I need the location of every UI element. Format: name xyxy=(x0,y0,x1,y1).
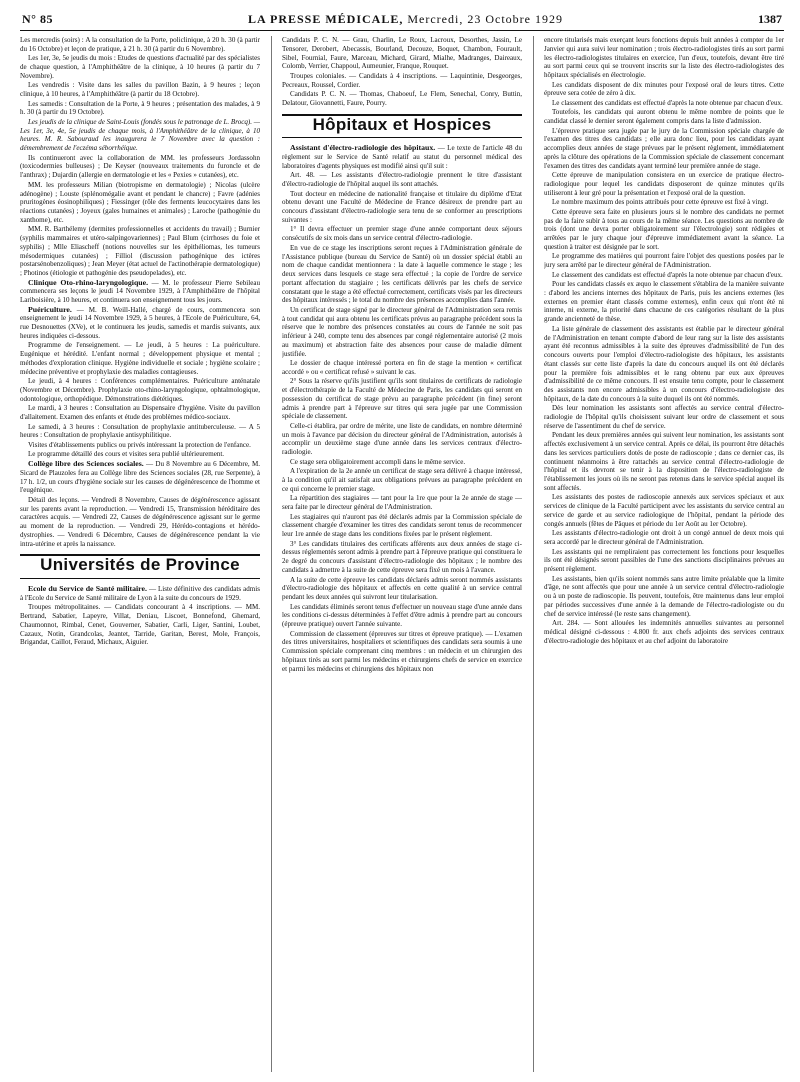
paragraph: Commission de classement (épreuves sur titres et épreuve pratique). — L'examen des titres universitaires, hospitaliers et scientifiques des candidats sera soumis à une Commission spéciale comprenant cinq membres : un médecin et un chirurgien des hôpitaux tirés au sort parmi les médecins et chirurgiens chefs de service en exercice et parmi les médecins et chirurgiens des hôpitaux non xyxy=(282,629,522,673)
paragraph: encore titularisés mais exerçant leurs fonctions depuis huit années à compter du 1er Janvier qui aura suivi leur nomination ; trois électro-radiologistes tirés au sort parmi les électro-radiologistes titulaires en exercice, l'un d'eux, toutefois, devant être tiré au sort parmi ceux qui se trouvent inscrits sur la liste des électro-radiologistes des hôpitaux spécialisés en électrologie. xyxy=(544,36,784,79)
paragraph: Détail des leçons. — Vendredi 8 Novembre, Causes de dégénérescence agissant sur les parents avant la reproduction. — Vendredi 15, Transmission héréditaire des caractères acquis. — Vendredi 22, Causes de dégénérescence agissant sur le germe au moment de la reproduction. — Vendredi 29, Hérédo-contagions et hérédo-dystrophies. — Vendredi 6 Décembre, Causes de dégénérescence pendant la vie intra-utérine et après la naissance. xyxy=(20,495,260,548)
paragraph: Troupes métropolitaines. — Candidats concourant à 4 inscriptions. — MM. Bertrand, Sabatier, Lapeyre, Villat, Deniau, Liscoet, Bonnefond, Ghemard, Chaumonnot, Rimbal, Cenet, Gouverner, Sabatier, Carli, Liger, Santini, Loubet, Cazaux, Notin, Grandcolas, Jeantet, Tarride, Garitan, Berest, Mole, François, Brigandat, Caillot, Feraud, Michaux, Aiguier. xyxy=(20,603,260,647)
paragraph: Les candidats disposent de dix minutes pour l'exposé oral de leurs titres. Cette épreuve sera cotée de zéro à dix. xyxy=(544,80,784,98)
article-heading: Clinique Oto-rhino-laryngologique. xyxy=(28,277,149,287)
masthead xyxy=(248,12,563,27)
paragraph: MM. R. Barthélemy (dermites professionnelles et accidents du travail) ; Burnier (syphilis mammaires et utéro-salpingovariennes) ; Paul Blum (cirrhoses du foie et syphilis) ; Mlle Eliascheff (notions nouvelles sur les épithéliomas, les tumeurs mésodermiques cutanées) ; Filliol (discussion pathogénique des ictères postarsénobenzoliques) ; Jean Meyer (état actuel de l'actinothérapie dermatologique) ; Photinos (étiologie et pathogénie des pseudopelades), etc. xyxy=(20,225,260,278)
paragraph: MM. les professeurs Milian (biotropisme en dermatologie) ; Nicolas (ulcère adénogène) ; Louste (splénomégalie avant et pendant le chancre) ; Favre (adénies pruritogènes éosinophiliques) ; Fiessinger (rôle des ferments leucocytaires dans les réactions cutanées) ; Joyeux (gales humaines et animales) ; Laroche (pathogénie du xanthome), etc. xyxy=(20,180,260,224)
paragraph: Les assistants qui ne rempliraient pas correctement les fonctions pour lesquelles ils ont été désignés seront passibles de l'une des sanctions disciplinaires prévues au présent règlement. xyxy=(544,547,784,573)
article-text: — M. le professeur Pierre Sebileau commencera ses leçons le jeudi 14 Novembre 1929, à l'Amphithéâtre de l'hôpital Lariboisière, à 10 heures, et continuera son enseignement tous les jours. xyxy=(20,278,260,305)
paragraph: Candidats P. C. N. — Thomas, Chaboeuf, Le Flem, Senechal, Conry, Buttin, Delatour, Giovannetti, Faure, Pourry. xyxy=(282,90,522,107)
paragraph: Les stagiaires qui n'auront pas été déclarés admis par la Commission spéciale de classement chargée d'examiner les titres des candidats seront tenus de recommencer leur 1re année de stage dans les conditions fixées par le présent règlement. xyxy=(282,512,522,539)
article-oto xyxy=(20,279,260,305)
paragraph: Art. 284. — Sont allouées les indemnités annuelles suivantes au personnel médical désigné ci-dessous : 4.800 fr. aux chefs adjoints des services centraux d'électro-radiologie des hôpitaux et au chef adjoint du laboratoire xyxy=(544,619,784,645)
paragraph: Le mardi, à 3 heures : Consultation au Dispensaire d'hygiène. Visite du pavillon d'allaitement. Examen des enfants et étude des problèmes médico-sociaux. xyxy=(20,404,260,422)
paragraph: La répartition des stagiaires — tant pour la 1re que pour la 2e année de stage — sera faite par le directeur général de l'Administration. xyxy=(282,494,522,512)
page-number: 1387 xyxy=(758,12,782,26)
article-heading: Puériculture. xyxy=(28,304,72,314)
column-2 xyxy=(282,36,522,1072)
paragraph: Candidats P. C. N. — Grau, Charlin, Le Roux, Lacroux, Desorthes, Jassin, Le Tensorer, Derobert, Abecassis, Bourland, Decouze, Boquet, Chambon, Fourault, Sibel, Fournial, Faure, Marceau, Michard, Girard, Mialhe, Madranges, Daireaux, Colomb, Verrier, Chappoul, Aumeunier, Franque, Rouquet. xyxy=(282,36,522,71)
paragraph: 2° Sous la réserve qu'ils justifient qu'ils sont titulaires de certificats de radiologie et d'électrothérapie de la Faculté de Médecine de Paris, les candidats qui seront en possession du certificat de stage prévu au paragraphe précédent (in fine) seront admis à prendre part à l'épreuve sur titres qui sera jugée par une Commission spéciale de classement. xyxy=(282,377,522,421)
article-heading: Ecole du Service de Santé militaire. xyxy=(28,584,147,594)
columns xyxy=(20,36,784,1072)
masthead-title: LA PRESSE MÉDICALE, xyxy=(247,12,404,26)
paragraph: 3° Les candidats titulaires des certificats afférents aux deux années de stage ci-dessus réglementés seront admis à prendre part à l'épreuve pratique qui constituera le 2e degré du concours d'assistant d'électro-radiologie des hôpitaux ; le nombre des candidats à admettre à la suite de cette épreuve sera fixé un mois à l'avance. xyxy=(282,539,522,574)
page-header xyxy=(20,12,784,31)
paragraph: Ils continueront avec la collaboration de MM. les professeurs Jordassohn (toxicodermies bulleuses) ; De Keyser (nouveaux traitements du furoncle et de l'anthrax) ; Dujardin (allergie en dermatologie et les « Pexies » cutanées), etc. xyxy=(20,153,260,180)
paragraph: Le classement des candidats est effectué d'après la note obtenue par chacun d'eux. xyxy=(552,98,783,107)
paragraph: Tout docteur en médecine de nationalité française et titulaire du diplôme d'Etat obtenu devant une Faculté de Médecine de France désireux de prendre part au concours d'assistant d'électro-radiologie sera tenu de se conformer au prescriptions suivantes : xyxy=(282,189,522,224)
paragraph: Troupes coloniales. — Candidats à 4 inscriptions. — Laquintinie, Desgeorges, Pecreaux, Roussel, Cordier. xyxy=(282,71,522,89)
article-college xyxy=(20,460,260,495)
column-1 xyxy=(20,36,260,1072)
paragraph: Le programme détaillé des cours et visites sera publié ultérieurement. xyxy=(28,450,225,459)
paragraph: A la suite de cette épreuve les candidats déclarés admis seront nommés assistants d'électro-radiologie des hôpitaux et affectés en cette qualité à un service central pendant les deux années qui suivront leur titularisation. xyxy=(282,575,522,601)
paragraph: Un certificat de stage signé par le directeur général de l'Administration sera remis à tout candidat qui aura obtenu les certificats prévus au paragraphe précédent sous la réserve que le nombre des présences constatées au cours de l'année ne soit pas inférieur à 240, compte tenu des absences par congé réglementaire autorisé (2 mois au maximum) et abstraction faite des absences pour cause de maladie dûment justifiée. xyxy=(282,305,522,358)
article-text: — M. B. Weill-Hallé, chargé de cours, commencera son enseignement le jeudi 14 Novembre 1929, à 5 heures, à l'Ecole de Puériculture, 64, rue Desnouettes (XVe), et le continuera les jeudis, samedis et mardis suivants, aux heures indiquées ci-dessous. xyxy=(20,305,260,340)
paragraph: Le nombre maximum des points attribués pour cette épreuve est fixé à vingt. xyxy=(552,198,769,207)
paragraph: Pendant les deux premières années qui suivent leur nomination, les assistants sont affectés exclusivement à un service central. Après ce délai, ils pourront être détachés dans les services particuliers dotés de poste de radioscopie ; dans ce dernier cas, ils continuent néanmoins à être rattachés au service central d'électro-radiologie de l'hôpital et ils devront se tenir à la disposition de l'électro-radiologiste de l'établissement les jours où ils ne seront pas retenus dans le service spécial auquel ils sont affectés. xyxy=(544,431,784,492)
paragraph: L'épreuve pratique sera jugée par le jury de la Commission spéciale chargée de l'examen des titres des candidats ; elle aura donc lieu, pour les candidats ayant accomplies deux années de stage prévues par le présent règlement, immédiatement après la clôture des opérations de la Commission spéciale de classement concernant l'examen des titres des candidats ayant terminé leur première année de stage. xyxy=(544,126,784,170)
paragraph: Cette épreuve de manipulation consistera en un exercice de pratique électro-radiologique pour lequel les candidats disposeront de quinze minutes qu'ils utiliseront à leur gré pour la présentation et l'exposé oral de la question. xyxy=(544,171,784,197)
paragraph: Les 1er, 3e, 5e jeudis du mois : Etudes de questions d'actualité par des spécialistes de chaque question, à l'Amphithéâtre de la clinique, à 10 heures (à partir du 7 Novembre). xyxy=(20,54,260,80)
paragraph: Ce stage sera obligatoirement accompli dans le même service. xyxy=(290,457,466,466)
section-title: Universités de Province xyxy=(40,555,240,575)
newspaper-page xyxy=(20,12,784,1074)
paragraph: Les samedis : Consultation de la Porte, à 9 heures ; présentation des malades, à 9 h. 30 (à partir du 19 Octobre). xyxy=(20,99,260,117)
paragraph: Les candidats éliminés seront tenus d'effectuer un nouveau stage d'une année dans les conditions ci-dessus déterminées à l'effet d'être admis à prendre part au concours (épreuve pratique) ouvert l'année suivante. xyxy=(282,602,522,629)
paragraph: Les jeudis de la clinique de Saint-Louis (fondés sous le patronage de L. Brocq). — Les 1er, 3e, 4e, 5e jeudis de chaque mois, à l'Amphithéâtre de la clinique, à 10 heures. M. R. Sabouraud les inaugurera le 7 Novembre avec la question : démembrement de l'eczéma séborrhéique. xyxy=(20,117,260,153)
article-heading: Collège libre des Sciences sociales. xyxy=(28,459,144,468)
article-text: — Liste définitive des candidats admis à l'Ecole du Service de Santé militaire de Lyon à la suite du concours de 1929. xyxy=(20,585,260,602)
paragraph: Programme de l'enseignement. — Le jeudi, à 5 heures : La puériculture. Eugénique et hérédité. L'enfant normal ; développement physique et mental ; méthodes d'exploration clinique. Hygiène individuelle et sociale ; hygiène scolaire ; médecine préventive et prophylaxie des maladies contagieuses. xyxy=(20,341,260,376)
column-divider xyxy=(271,36,272,1072)
issue-date: Mercredi, 23 Octobre 1929 xyxy=(407,12,563,26)
paragraph: Le classement des candidats est effectué d'après la note obtenue par chacun d'eux. xyxy=(552,270,783,279)
column-3 xyxy=(544,36,784,1072)
paragraph: Les assistants, bien qu'ils soient nommés sans autre limite préalable que la limite d'âge, ne sont affectés que pour une année à un service central d'électro-radiologie ou à un poste de radioscopie. Ils peuvent, toutefois, être maintenus dans leur emploi par périodes successives d'une année à la demande de l'électro-radiologiste ou du chef de service intéressé (le reste sans changement). xyxy=(544,574,784,618)
paragraph: Cette épreuve sera faite en plusieurs jours si le nombre des candidats ne permet pas de la faire subir à tous au cours de la même séance. Les questions au nombre de trois (dont une devra porter obligatoirement sur l'électrologie) sont rédigées et arrêtées par le jury chaque jour d'épreuve immédiatement avant la séance. La question à traiter est désignée par le sort. xyxy=(544,207,784,251)
paragraph: Pour les candidats classés ex æquo le classement s'établira de la manière suivante : d'abord les anciens internes des hôpitaux de Paris, puis les anciens externes (les externes en premier étant classés comme externes), enfin ceux qui n'ont été ni interne, ni externe, la priorité dans chacune de ces catégories résultant de la plus grande ancienneté de thèse. xyxy=(544,280,784,324)
article-heading: Assistant d'électro-radiologie des hôpitaux. xyxy=(290,143,436,153)
article-puericulture xyxy=(20,306,260,341)
paragraph: 1° Il devra effectuer un premier stage d'une année comportant deux séjours consécutifs de six mois dans un service central d'électro-radiologie. xyxy=(282,225,522,243)
article-text: — Le texte de l'article 48 du règlement sur le Service de Santé relatif au statut du personnel médical des laboratoires d'agents physiques est modifié ainsi qu'il suit : xyxy=(282,144,522,170)
paragraph: Le programme des matières qui pourront faire l'objet des questions posées par le jury sera arrêté par le directeur général de l'Administration. xyxy=(544,252,784,270)
paragraph: Les assistants d'électro-radiologie ont droit à un congé annuel de deux mois qui sera accordé par le directeur général de l'Administration. xyxy=(544,529,784,546)
paragraph: La liste générale de classement des assistants est établie par le directeur général de l'Administration en tenant compte d'abord de leur rang sur la liste des assistants ayant été reconnus admissibles à la suite des épreuves d'admissibilité de l'un des concours ouverts pour l'emploi d'électro-radiologiste des hôpitaux, les assistants étant classés sur cette liste d'après la date du concours auquel ils ont été déclarés pour la première fois admissibles et le rang obtenu par eux aux épreuves d'admissibilité de ce même concours. Il est ensuite tenu compte, pour le classement des assistants non encore admissibles à un concours d'électro-radiologiste des hôpitaux, de la date du concours à la suite duquel ils ont été nommés. xyxy=(544,324,784,403)
section-heading-universites xyxy=(20,554,260,579)
paragraph: A l'expiration de la 2e année un certificat de stage sera délivré à chaque intéressé, à la condition qu'il ait satisfait aux obligations prévues au paragraphe précédent en ce qui concerne le premier stage. xyxy=(282,467,522,493)
paragraph: Le samedi, à 3 heures : Consultation de prophylaxie antituberculeuse. — A 5 heures : Consultation de prophylaxie antisyphilitique. xyxy=(20,422,260,440)
paragraph: En vue de ce stage les inscriptions seront reçues à l'Administration générale de l'Assistance publique (bureau du Service de Santé) où un dossier spécial établi au nom de chaque candidat mentionnera : la date à laquelle commence le stage ; les deux services dans lesquels ce stage sera effectué ; la copie de l'ordre de service portant affectation du stagiaire ; les certificats délivrés par les chefs de service constatant que le stage a été effectué correctement, certificats visés par les directeurs des hôpitaux intéressés ; le total du nombre des présences accomplies dans l'année. xyxy=(282,243,522,305)
paragraph: Les vendredis : Visite dans les salles du pavillon Bazin, à 9 heures ; leçon clinique, à 10 heures, à l'Amphithéâtre (à partir du 18 Octobre). xyxy=(20,81,260,99)
paragraph: Le dossier de chaque intéressé portera en fin de stage la mention « certificat accordé » ou « certificat refusé » suivant le cas. xyxy=(282,359,522,376)
issue-number: N° 85 xyxy=(22,12,53,26)
article-assistant xyxy=(282,144,522,170)
paragraph: Celle-ci établira, par ordre de mérite, une liste de candidats, en nombre déterminé un mois à l'avance par décision du directeur général de l'Administration, autorisés à accomplir un deuxième stage d'une année dans les services centraux d'électro-radiologie. xyxy=(282,421,522,457)
paragraph: Dès leur nomination les assistants sont affectés au service central d'électro-radiologie de l'hôpital qu'ils choisissent suivant leur ordre de classement et sous réserve de l'assentiment du chef de service. xyxy=(544,404,784,430)
paragraph: Art. 48. — Les assistants d'électro-radiologie prennent le titre d'assistant d'électro-radiologie de l'hôpital auquel ils sont attachés. xyxy=(282,171,522,189)
article-text: — Du 8 Novembre au 6 Décembre, M. Sicard de Plauzoles fera au Collège libre des Sciences sociales (28, rue Serpente), à 17 h. 1/2, un cours d'hygiène sociale sur les causes de dégénérescence de l'homme et l'eugénique. xyxy=(20,460,260,495)
paragraph: Le jeudi, à 4 heures : Conférences complémentaires. Puériculture anténatale (Novembre et Décembre). Prophylaxie oto-rhino-laryngologique, ophtalmologique, odontologique, orthopédique. Démonstrations diététiques. xyxy=(20,377,260,403)
section-heading-hopitaux xyxy=(282,114,522,139)
paragraph: Toutefois, les candidats qui auront obtenu le même nombre de points que le candidat classé le dernier seront également compris dans la liste d'admission. xyxy=(544,108,784,126)
article-ecole xyxy=(20,585,260,603)
paragraph: Visites d'établissements publics ou privés intéressant la protection de l'enfance. xyxy=(28,440,251,449)
paragraph: Les mercredis (soirs) : A la consultation de la Porte, policlinique, à 20 h. 30 (à partir du 16 Octobre) et leçon de pratique, à 21 h. 30 (à partir du 6 Novembre). xyxy=(20,36,260,53)
section-title: Hôpitaux et Hospices xyxy=(312,114,492,134)
column-divider xyxy=(533,36,534,1072)
paragraph: Les assistants des postes de radioscopie annexés aux services spéciaux et aux services de clinique de la Faculté participent avec les assistants du service central au service de garde et au service radiologique de l'hôpital, pendant la période des congés annuels (fêtes de Pâques et période du 1er Août au 1er Octobre). xyxy=(544,493,784,528)
